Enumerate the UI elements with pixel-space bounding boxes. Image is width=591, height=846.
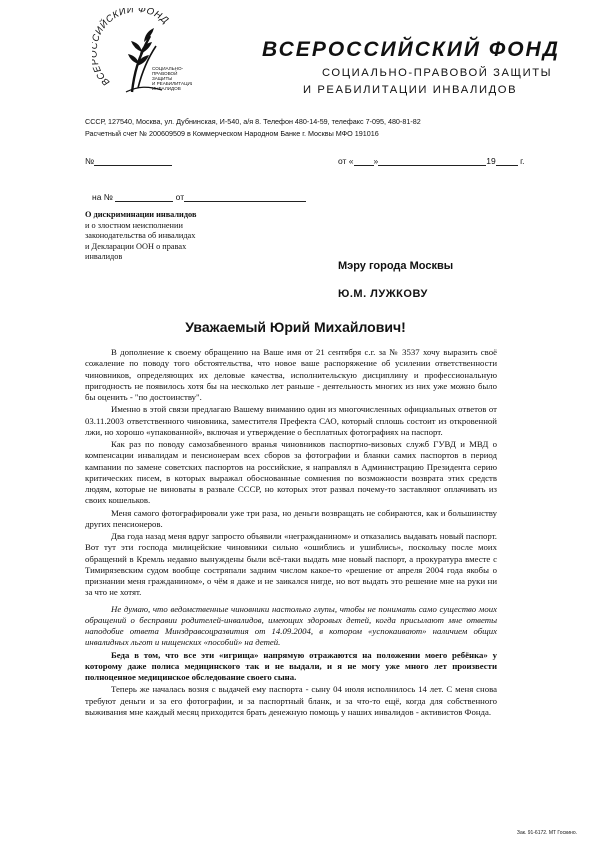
letter-body (85, 347, 497, 719)
foundation-emblem-icon (92, 8, 192, 108)
body-paragraph: Меня самого фотографировали уже три раза, но деньги возвращать не собираются, как и большинству других пенсионеров. (85, 507, 497, 529)
day-blank (354, 157, 374, 166)
subject-title: О дискриминации инвалидов (85, 210, 197, 219)
year-prefix: 19 (486, 156, 496, 166)
bank-account-line: Расчетный счет № 200609509 в Коммерческом Народном Банке г. Москвы МФО 191016 (85, 129, 379, 138)
year-blank (496, 157, 518, 166)
organization-address: СССР, 127540, Москва, ул. Дубнинская, И-540, а/я 8. Телефон 480-14-59, телефакс 7-095, 480-81-82 (85, 117, 421, 126)
reply-from-label: от (175, 192, 185, 202)
body-paragraph: Как раз по поводу самозабвенного вранья чиновников паспортно-визовых служб ГУВД и МВД о компенсации инвалидам и пенсионерам всех сборов за фотографии и бланки самих паспортов в период кампании по замене советских паспортов на российские, я направлял в Администрацию Президента серию критических писем, в которых выражал обоснованные сомнения по возможности возврата этих средств людям, которые не виноваты в развале СССР, но которых этот развал почему-то заставляют оплачивать из своих кошельков. (85, 439, 497, 506)
emblem-inner-line: ЗАЩИТЫ (152, 76, 173, 81)
number-label: № (85, 156, 95, 166)
reply-date-blank (184, 193, 306, 202)
body-paragraph: Два года назад меня вдруг запросто объявили «негражданином» и отказались выдавать новый паспорт. Вот тут эти господа милицейские чиновники сильно «ошиблись и ушиблись», поскольку после моих обращений в Кремль недавно вынуждены были всё-таки выдать мне новый паспорт, а прокуратура вместе с Тимирязевским судом вообще состряпали задним числом какое-то «решение от апреля 2004 года якобы о признании меня гражданином», о чём я даже и не заикался нигде, но вот выдать это решение мне на руки ни за что не хотят. (85, 531, 497, 598)
emblem-inner-line: ПРАВОВОЙ (152, 71, 178, 76)
emblem-inner-line: И РЕАБИЛИТАЦИИ (152, 81, 192, 86)
organization-title: ВСЕРОССИЙСКИЙ ФОНД (262, 38, 560, 61)
salutation: Уважаемый Юрий Михайлович! (185, 319, 406, 335)
body-paragraph: В дополнение к своему обращению на Ваше имя от 21 сентября с.г. за № 3537 хочу выразить своё сожаление по поводу того обстоятельства, что новое ваше распоряжение об усилении ответственности чиновников, определяющих их деловые качества, исполнительскую дисциплину и профессиональную пригодность не появилось хотя бы на несколько лет раньше - деятельность многих из них уже можно было бы оценить - "по достоинству". (85, 347, 497, 402)
letter-subject (85, 210, 245, 263)
reply-reference-field (92, 192, 306, 202)
reply-number-blank (115, 193, 173, 202)
emblem-inner-line: СОЦИАЛЬНО- (152, 66, 184, 71)
addressee-title: Мэру города Москвы (338, 260, 454, 272)
reply-number-label: на № (92, 192, 113, 202)
subject-line: и о злостном неисполнении (85, 220, 183, 230)
organization-subtitle-line2: И РЕАБИЛИТАЦИИ ИНВАЛИДОВ (303, 84, 518, 96)
month-blank (378, 157, 486, 166)
addressee-name: Ю.М. ЛУЖКОВУ (338, 288, 428, 300)
emblem-inner-line: ИНВАЛИДОВ (152, 86, 181, 91)
print-order-code: Зак. 91-6172. МТ Госкино. (516, 830, 577, 836)
date-from-label: от « (338, 156, 354, 166)
date-quote-close: » (373, 156, 379, 166)
subject-line: законодательства об инвалидах (85, 231, 196, 240)
number-blank (94, 157, 172, 166)
body-paragraph-italic: Не думаю, что ведомственные чиновники настолько глупы, чтобы не понимать само существо моих обращений о бесправии родителей-инвалидов, имеющих здоровых детей, когда присылают мне ответы наподобие ответа Минздравсоцразвития от 14.09.2004, в котором «успокаивают» наличием общих инвалидных льгот и нищенских «пособий» на детей. (85, 603, 497, 648)
subject-line: инвалидов (85, 252, 123, 261)
body-paragraph: Именно в этой связи предлагаю Вашему вниманию один из многочисленных официальных ответов от 03.11.2003 ответственного чиновника, заместителя Префекта САО, который сплошь состоит из откровенной лжи, но хорошо «упакованной», включая и утверждение о бесплатных фотографиях на паспорт. (85, 404, 497, 437)
year-suffix: г. (520, 156, 525, 166)
body-paragraph: Теперь же началась возня с выдачей ему паспорта - сыну 04 июля исполнилось 14 лет. С меня снова требуют деньги и за его фотографии, и за паспортный бланк, и за что-то ещё, когда для собственного выживания мне каждый месяц приходится брать денежную помощь у наших инвалидов - активистов Фонда. (85, 684, 497, 717)
subject-line: и Декларации ООН о правах (85, 241, 187, 251)
body-paragraph-bold: Беда в том, что все эти «игрища» напрямую отражаются на положении моего ребёнка» у которому даже полиса медицинского так и не выдали, и я не могу уже много лет произвести полноценное медицинское обследование своего сына. (85, 649, 497, 682)
outgoing-date-field (338, 156, 525, 166)
emblem-ring-text: ВСЕ ИЙСКИЙ ФОНД (92, 8, 171, 88)
outgoing-number-field (85, 156, 172, 166)
organization-subtitle-line1: СОЦИАЛЬНО-ПРАВОВОЙ ЗАЩИТЫ (322, 67, 553, 79)
